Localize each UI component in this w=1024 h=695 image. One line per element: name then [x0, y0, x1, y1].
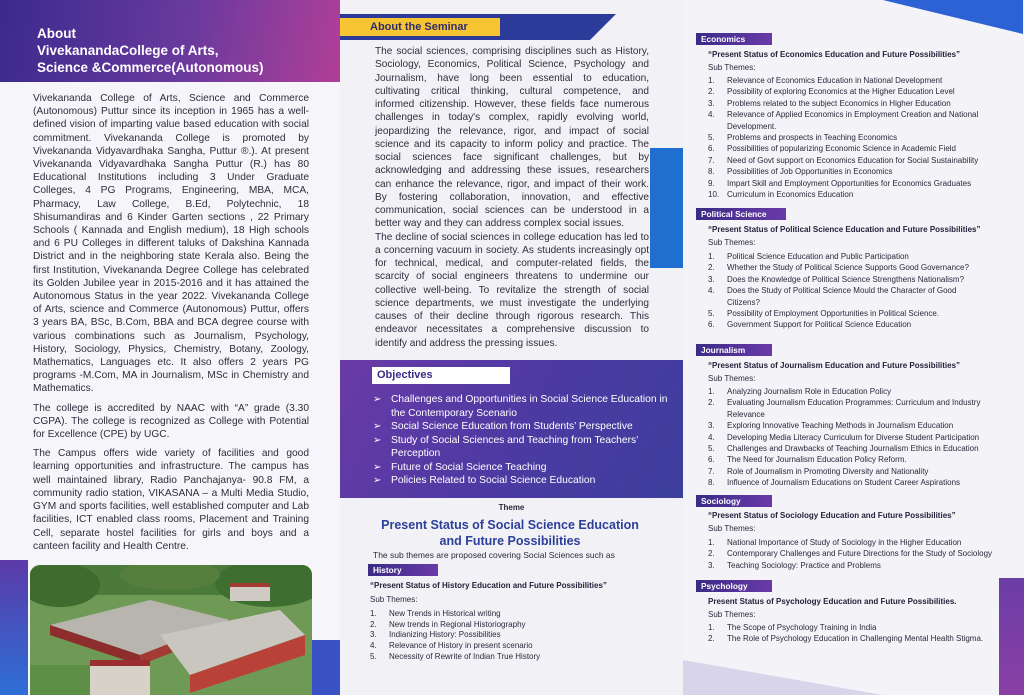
decorative-bar — [0, 560, 28, 695]
political-science-title: “Present Status of Political Science Education and Future Possibilities” — [708, 225, 981, 234]
economics-label: Economics — [696, 33, 772, 45]
psychology-sub-themes-label: Sub Themes: — [708, 610, 756, 619]
political-science-sub-themes-label: Sub Themes: — [708, 238, 756, 247]
about-header — [0, 0, 340, 82]
list-item: 5. Possibility of Employment Opportunities in Political Science. — [708, 309, 940, 319]
journalism-sub-themes-label: Sub Themes: — [708, 374, 756, 383]
list-item: 1. New Trends in Historical writing — [370, 609, 501, 618]
list-item: 1. Political Science Education and Public Participation — [708, 252, 909, 261]
decorative-bar — [999, 578, 1024, 695]
seminar-body — [375, 45, 649, 350]
political-science-label: Political Science — [696, 208, 786, 220]
list-item: 1. National Importance of Study of Sociology in the Higher Education — [708, 538, 962, 547]
about-paragraph: Vivekananda College of Arts, Science and Commerce (Autonomous) Puttur since its inception in 1965 has a well-defined vision of imparting value based education with social commitment. Vivekananda College is promoted by Vivekananda Vidyavardhaka Sangha, Puttur ®.). At present Vivekananda Vidyavardhaka Sangha Puttur (R.) has 80 Educational Institutions including 3 Under Graduate Colleges, 4 PG Programs, Engineering, MBA, MCA, Pharmacy, Law College, B.Ed, Polytechnic, 18 Shisumandiras and 6 Kinder Garten sections , 22 Primary Schools ( Kannada and English medium), 18 High schools and 6 PU Colleges in different taluks of Dakshina Kannada District and in the neighboring state Kerala also. Being the first Institution, Vivekananda Degree College has celebrated its Golden Jubilee year in 2015-2016 and it has attained the Autonomous Status in the year 2022. Vivekananda College of Arts, science and Commerce (Autonomous) Puttur, offers 3 years BA, BSc, B.Com, BBA and BCA degree course with various combinations such as Journalism, Psychology, History, Sociology, Physics, Chemistry, Botany, Zoology, Mathematics, Languages etc. It also offers 2 years PG programs -M.Com, MA in Journalism, MSc in Chemistry and Mathematics. — [33, 93, 309, 395]
list-item: 3. Teaching Sociology: Practice and Problems — [708, 560, 881, 570]
about-heading-line: VivekanandaCollege of Arts, — [37, 43, 219, 58]
list-item: 4. Developing Media Literacy Curriculum for Diverse Student Participation — [708, 432, 980, 442]
history-label: History — [368, 564, 438, 576]
list-item: 1. Analyzing Journalism Role in Education Policy — [708, 387, 892, 396]
theme-intro: The sub themes are proposed covering Social Sciences such as — [373, 550, 615, 560]
list-item: 2. Contemporary Challenges and Future Directions for the Study of Sociology — [708, 549, 993, 559]
political-science-items — [708, 251, 988, 331]
list-item: 1. The Scope of Psychology Training in India — [708, 623, 877, 632]
seminar-column — [340, 0, 683, 695]
list-item: 2. New trends in Regional Historiography — [370, 619, 526, 629]
list-item: 5. Problems and prospects in Teaching Economics — [708, 133, 898, 143]
sociology-items — [708, 537, 998, 571]
objective-item: ➢ Social Science Education from Students’ Perspective — [373, 420, 673, 434]
seminar-header-band — [340, 14, 590, 40]
objective-item: ➢ Policies Related to Social Science Education — [373, 474, 673, 488]
list-item: 2. Whether the Study of Political Science Supports Good Governance? — [708, 263, 969, 273]
list-item: 3. Problems related to the subject Economics in Higher Education — [708, 98, 951, 108]
list-item: 2. Evaluating Journalism Education Programmes: Curriculum and Industry Relevance — [708, 398, 981, 419]
sociology-title: “Present Status of Sociology Education and Future Possibilities” — [708, 511, 956, 520]
list-item: 3. Does the Knowledge of Political Science Strengthens Nationalism? — [708, 274, 965, 284]
history-title: “Present Status of History Education and Future Possibilities” — [370, 581, 607, 590]
psychology-title: Present Status of Psychology Education and Future Possibilities. — [708, 597, 957, 606]
list-item: 9. Impart Skill and Employment Opportunities for Economics Graduates — [708, 178, 972, 188]
sociology-sub-themes-label: Sub Themes: — [708, 524, 756, 533]
list-item: 3. Exploring Innovative Teaching Methods in Journalism Education — [708, 421, 954, 431]
list-item: 3. Indianizing History: Possibilities — [370, 630, 501, 640]
list-item: 4. Relevance of Applied Economics in Employment Creation and National Development. — [708, 110, 979, 131]
history-items — [370, 609, 650, 663]
theme-title-line: and Future Possibilities — [439, 534, 581, 548]
journalism-items — [708, 386, 998, 489]
psychology-items — [708, 622, 998, 645]
about-column — [0, 0, 340, 695]
list-item: 7. Role of Journalism in Promoting Diversity and Nationality — [708, 466, 929, 476]
campus-aerial-illustration — [30, 565, 312, 695]
list-item: 2. Possibility of exploring Economics at the Higher Education Level — [708, 87, 955, 97]
about-body — [33, 92, 309, 558]
psychology-label: Psychology — [696, 580, 772, 592]
list-item: 5. Challenges and Drawbacks of Teaching Journalism Ethics in Education — [708, 444, 979, 454]
objective-item: ➢ Future of Social Science Teaching — [373, 461, 673, 475]
decorative-triangle — [590, 14, 616, 40]
seminar-paragraph: The decline of social sciences in college education has led to a concerning vacuum in society. As students increasingly opt for technical, medical, and computer-related fields, the scarcity of social engineers threatens to undermine our collective well-being. To revitalize the strength of social science departments, we must investigate the underlying causes of their decline through rigorous research. This endeavor necessitates a comprehensive discussion to identify and address the pressing issues. — [375, 231, 649, 349]
theme-title — [380, 517, 640, 549]
journalism-label: Journalism — [696, 344, 772, 356]
theme-title-line: Present Status of Social Science Education — [381, 518, 639, 532]
economics-items — [708, 75, 1003, 200]
seminar-label: About the Seminar — [340, 18, 500, 36]
about-paragraph: The college is accredited by NAAC with “A” grade (3.30 CGPA). The college is recognized as College with Potential for Excellence (CPE) by UGC. — [33, 402, 309, 441]
theme-label: Theme — [498, 503, 525, 512]
list-item: 6. Government Support for Political Science Education — [708, 320, 912, 330]
list-item: 5. Necessity of Rewrite of Indian True History — [370, 651, 541, 661]
objective-item: ➢ Challenges and Opportunities in Social Science Education in the Contemporary Scenario — [373, 393, 673, 420]
objectives-panel — [340, 360, 683, 498]
seminar-paragraph: The social sciences, comprising disciplines such as History, Sociology, Economics, Political Science, Psychology and Journalism, have long been essential to education, cultivating critical thinking, cultural competence, and informed citizenship. However, these fields face numerous challenges in today's complex, rapidly evolving world, jeopardizing the relevance, rigor, and impact of social science and its capacity to inform policy and practice. The social sciences face significant challenges, but by acknowledging and addressing these issues, researchers can enhance the relevance, rigor, and impact of their work. By fostering collaboration, innovation, and effective communication, social sciences can be understood in a better way and they can address complex social issues. — [375, 46, 649, 230]
economics-title: “Present Status of Economics Education and Future Possibilities” — [708, 50, 961, 59]
about-paragraph: The Campus offers wide variety of facilities and good learning opportunities and infrastructure. The campus has well maintained library, Radio Panchajanya- 90.8 FM, a community radio station, VIKASANA – a Multi Media Studio, GYM and sports facilities, well established computer and Lab facilities, ICT enabled class rooms, Placement and Training Cell, separate hostel facilities for girls and boys and a canteen facility and Health Centre. — [33, 448, 309, 552]
about-heading — [37, 25, 264, 76]
decorative-bar — [312, 640, 340, 695]
decorative-bar — [650, 148, 683, 268]
list-item: 8. Possibilities of Job Opportunities in Economics — [708, 167, 893, 177]
list-item: 4. Does the Study of Political Science Mould the Character of Good Citizens? — [708, 286, 957, 307]
list-item: 8. Influence of Journalism Educations on Student Career Aspirations — [708, 478, 961, 488]
list-item: 4. Relevance of History in present scenario — [370, 641, 533, 651]
journalism-title: “Present Status of Journalism Education and Future Possibilities” — [708, 361, 961, 370]
about-heading-line: About — [37, 26, 76, 41]
decorative-triangle — [683, 660, 883, 695]
sociology-label: Sociology — [696, 495, 772, 507]
list-item: 1. Relevance of Economics Education in National Development — [708, 76, 943, 85]
objective-item: ➢ Study of Social Sciences and Teaching from Teachers’ Perception — [373, 434, 673, 461]
list-item: 6. Possibilities of popularizing Economic Science in Academic Field — [708, 144, 956, 154]
list-item: 6. The Need for Journalism Education Policy Reform. — [708, 455, 907, 465]
sub-themes-column — [683, 0, 1024, 695]
decorative-triangle — [883, 0, 1023, 34]
campus-photo — [30, 565, 312, 695]
objectives-list — [373, 393, 673, 488]
objectives-label: Objectives — [372, 367, 510, 384]
list-item: 10. Curriculum in Economics Education — [708, 190, 854, 200]
about-heading-line: Science &Commerce(Autonomous) — [37, 60, 264, 75]
history-sub-themes-label: Sub Themes: — [370, 595, 418, 604]
economics-sub-themes-label: Sub Themes: — [708, 63, 756, 72]
list-item: 7. Need of Govt support on Economics Education for Social Sustainability — [708, 155, 979, 165]
list-item: 2. The Role of Psychology Education in Challenging Mental Health Stigma. — [708, 634, 984, 644]
